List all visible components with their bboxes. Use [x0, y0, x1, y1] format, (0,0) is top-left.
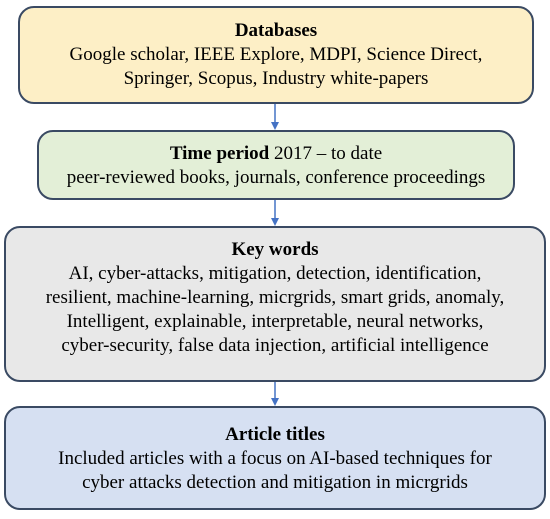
time-period-heading [39, 142, 513, 166]
article-titles-line: Included articles with a focus on AI-based techniques for [58, 448, 492, 469]
keywords-line: cyber-security, false data injection, artificial intelligence [61, 335, 489, 356]
keywords-title: Key words [231, 239, 319, 260]
keywords-line: AI, cyber-attacks, mitigation, detection, identification, [68, 263, 482, 284]
databases-title: Databases [234, 20, 318, 41]
databases-line: Springer, Scopus, Industry white-papers [123, 68, 429, 89]
keywords-line: Intelligent, explainable, interpretable, neural networks, [66, 311, 484, 332]
databases-box [18, 6, 534, 104]
article-titles-box [4, 406, 546, 510]
time-period-range: 2017 – to date [273, 143, 383, 164]
time-period-title: Time period [169, 143, 270, 164]
databases-line: Google scholar, IEEE Explore, MDPI, Science Direct, [69, 44, 483, 65]
time-period-line: peer-reviewed books, journals, conference proceedings [66, 167, 486, 188]
time-period-box [37, 130, 515, 200]
keywords-line: resilient, machine-learning, micrgrids, smart grids, anomaly, [45, 287, 505, 308]
article-titles-title: Article titles [225, 424, 325, 445]
article-titles-line: cyber attacks detection and mitigation in micrgrids [82, 472, 468, 493]
keywords-box [4, 226, 546, 382]
